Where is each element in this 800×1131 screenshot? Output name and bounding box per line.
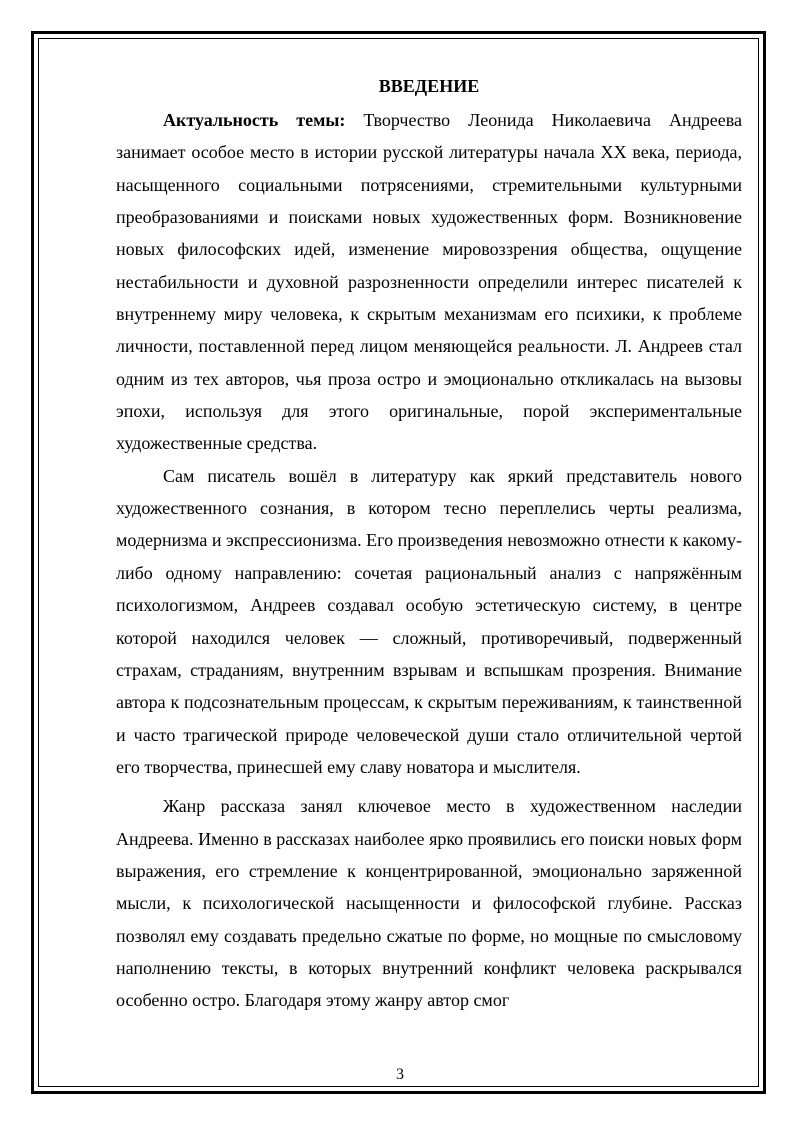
- section-title: ВВЕДЕНИЕ: [378, 76, 480, 96]
- paragraph-relevance: [116, 104, 742, 460]
- paragraph-lead: Актуальность темы:: [163, 110, 346, 130]
- paragraph-writer: Сам писатель вошёл в литературу как яркий представитель нового художественного сознания, в котором тесно переплелись черты реализма, модернизма и экспрессионизма. Его произведения невозможно отнести к какому-либо одному направлению: сочетая рациональный анализ с напряжённым психологизмом, Андреев создавал особую эстетическую систему, в центре которой находился человек — сложный, противоречивый, подверженный страхам, страданиям, внутренним взрывам и вспышкам прозрения. Внимание автора к подсознательным процессам, к скрытым переживаниям, к таинственной и часто трагической природе человеческой души стало отличительной чертой его творчества, принесшей ему славу новатора и мыслителя.: [116, 465, 742, 777]
- page-number: 3: [396, 1066, 404, 1083]
- paragraph-genre: Жанр рассказа занял ключевое место в художественном наследии Андреева. Именно в рассказах наиболее ярко проявились его поиски новых форм выражения, его стремление к концентрированной, эмоционально заряженной мысли, к психологической насыщенности и философской глубине. Рассказ позволял ему создавать предельно сжатые по форме, но мощные по смысловому наполнению тексты, в которых внутренний конфликт человека раскрывался особенно остро. Благодаря этому жанру автор смог: [116, 796, 742, 1011]
- document-body: [116, 73, 742, 1017]
- paragraph-text: Творчество Леонида Николаевича Андреева занимает особое место в истории русской литературы начала XX века, периода, насыщенного социальными потрясениями, стремительными культурными преобразованиями и поисками новых художественных форм. Возникновение новых философских идей, изменение мировоззрения общества, ощущение нестабильности и духовной разрозненности определили интерес писателей к внутреннему миру человека, к скрытым механизмам его психики, к проблеме личности, поставленной перед лицом меняющейся реальности. Л. Андреев стал одним из тех авторов, чья проза остро и эмоционально откликалась на вызовы эпохи, используя для этого оригинальные, порой экспериментальные художественные средства.: [116, 110, 742, 454]
